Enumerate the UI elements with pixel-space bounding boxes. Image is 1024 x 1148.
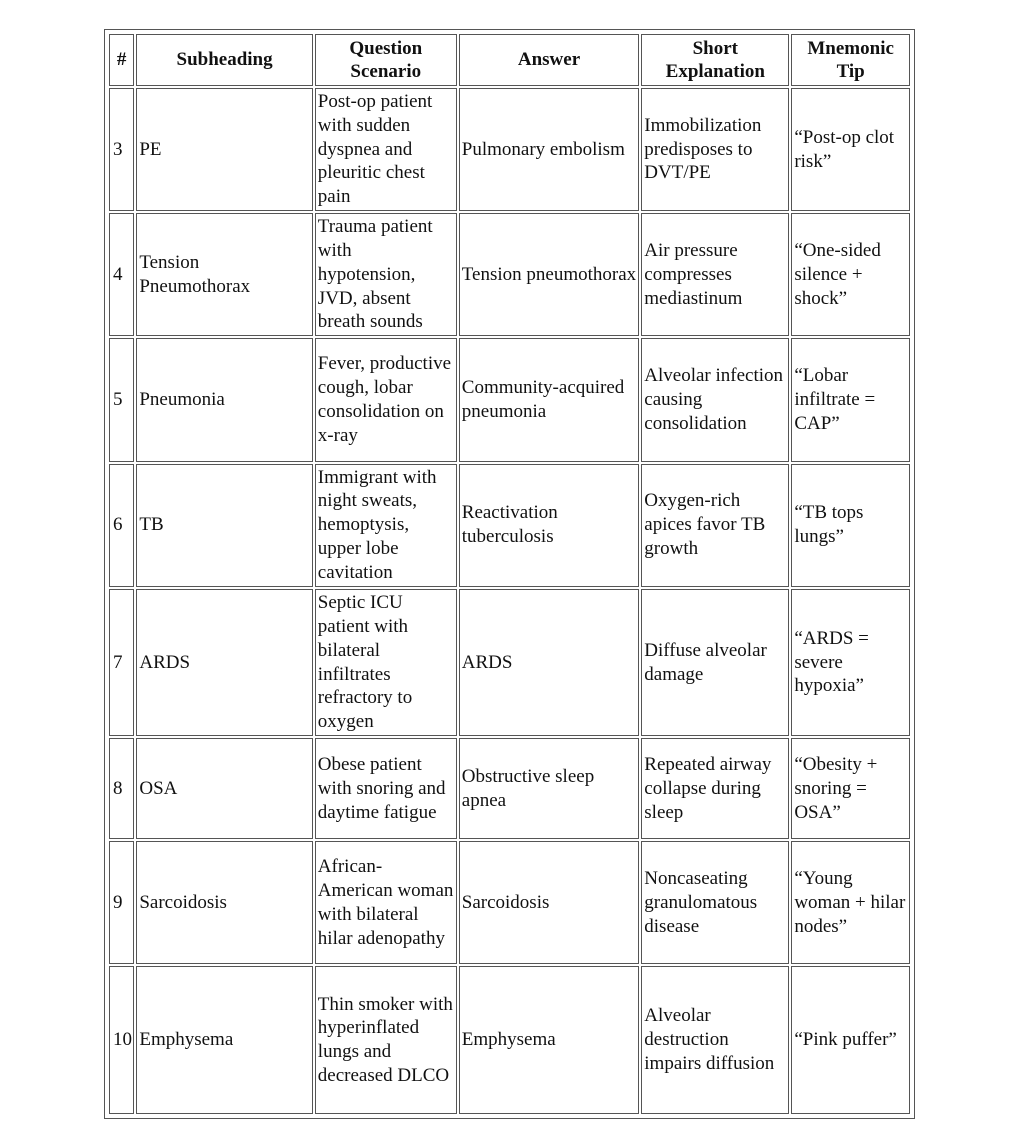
cell-subheading: Tension Pneumothorax: [136, 213, 312, 336]
cell-answer: Sarcoidosis: [459, 841, 640, 964]
qa-table-frame: [104, 29, 915, 1119]
qa-table: [107, 32, 912, 1116]
table-row: [109, 464, 910, 587]
header-subheading: Subheading: [136, 34, 312, 86]
header-answer: Answer: [459, 34, 640, 86]
cell-mnemonic-tip: “Pink puffer”: [791, 966, 910, 1114]
cell-short-explanation: Noncaseating granulomatous disease: [641, 841, 789, 964]
cell-mnemonic-tip: “Obesity + snoring = OSA”: [791, 738, 910, 839]
cell-answer: Pulmonary embolism: [459, 88, 640, 211]
cell-short-explanation: Immobilization predisposes to DVT/PE: [641, 88, 789, 211]
table-row: [109, 966, 910, 1114]
header-short-explanation: Short Explanation: [641, 34, 789, 86]
cell-number: 7: [109, 589, 134, 737]
cell-answer: Obstructive sleep apnea: [459, 738, 640, 839]
cell-answer: Community-acquired pneumonia: [459, 338, 640, 461]
cell-short-explanation: Oxygen-rich apices favor TB growth: [641, 464, 789, 587]
cell-subheading: TB: [136, 464, 312, 587]
header-number: #: [109, 34, 134, 86]
table-row: [109, 88, 910, 211]
table-row: [109, 841, 910, 964]
cell-subheading: ARDS: [136, 589, 312, 737]
cell-short-explanation: Diffuse alveolar damage: [641, 589, 789, 737]
cell-mnemonic-tip: “Post-op clot risk”: [791, 88, 910, 211]
table-row: [109, 338, 910, 461]
header-mnemonic-tip: Mnemonic Tip: [791, 34, 910, 86]
table-row: [109, 213, 910, 336]
cell-question-scenario: Fever, productive cough, lobar consolidation on x-ray: [315, 338, 457, 461]
cell-subheading: OSA: [136, 738, 312, 839]
cell-short-explanation: Alveolar destruction impairs diffusion: [641, 966, 789, 1114]
cell-question-scenario: Post-op patient with sudden dyspnea and pleuritic chest pain: [315, 88, 457, 211]
cell-question-scenario: Trauma patient with hypotension, JVD, absent breath sounds: [315, 213, 457, 336]
cell-mnemonic-tip: “ARDS = severe hypoxia”: [791, 589, 910, 737]
cell-answer: Reactivation tuberculosis: [459, 464, 640, 587]
cell-subheading: PE: [136, 88, 312, 211]
header-question-scenario: Question Scenario: [315, 34, 457, 86]
cell-question-scenario: African-American woman with bilateral hilar adenopathy: [315, 841, 457, 964]
header-row: [109, 34, 910, 86]
cell-mnemonic-tip: “Young woman + hilar nodes”: [791, 841, 910, 964]
cell-mnemonic-tip: “Lobar infiltrate = CAP”: [791, 338, 910, 461]
cell-question-scenario: Thin smoker with hyperinflated lungs and decreased DLCO: [315, 966, 457, 1114]
cell-short-explanation: Repeated airway collapse during sleep: [641, 738, 789, 839]
cell-subheading: Sarcoidosis: [136, 841, 312, 964]
table-row: [109, 589, 910, 737]
cell-mnemonic-tip: “TB tops lungs”: [791, 464, 910, 587]
cell-mnemonic-tip: “One-sided silence + shock”: [791, 213, 910, 336]
cell-number: 5: [109, 338, 134, 461]
cell-answer: Tension pneumothorax: [459, 213, 640, 336]
cell-number: 3: [109, 88, 134, 211]
cell-answer: Emphysema: [459, 966, 640, 1114]
cell-number: 4: [109, 213, 134, 336]
cell-short-explanation: Air pressure compresses mediastinum: [641, 213, 789, 336]
table-row: [109, 738, 910, 839]
cell-question-scenario: Septic ICU patient with bilateral infiltrates refractory to oxygen: [315, 589, 457, 737]
cell-short-explanation: Alveolar infection causing consolidation: [641, 338, 789, 461]
cell-answer: ARDS: [459, 589, 640, 737]
cell-question-scenario: Immigrant with night sweats, hemoptysis, upper lobe cavitation: [315, 464, 457, 587]
cell-subheading: Emphysema: [136, 966, 312, 1114]
cell-number: 10: [109, 966, 134, 1114]
cell-subheading: Pneumonia: [136, 338, 312, 461]
cell-number: 6: [109, 464, 134, 587]
cell-question-scenario: Obese patient with snoring and daytime fatigue: [315, 738, 457, 839]
cell-number: 9: [109, 841, 134, 964]
cell-number: 8: [109, 738, 134, 839]
